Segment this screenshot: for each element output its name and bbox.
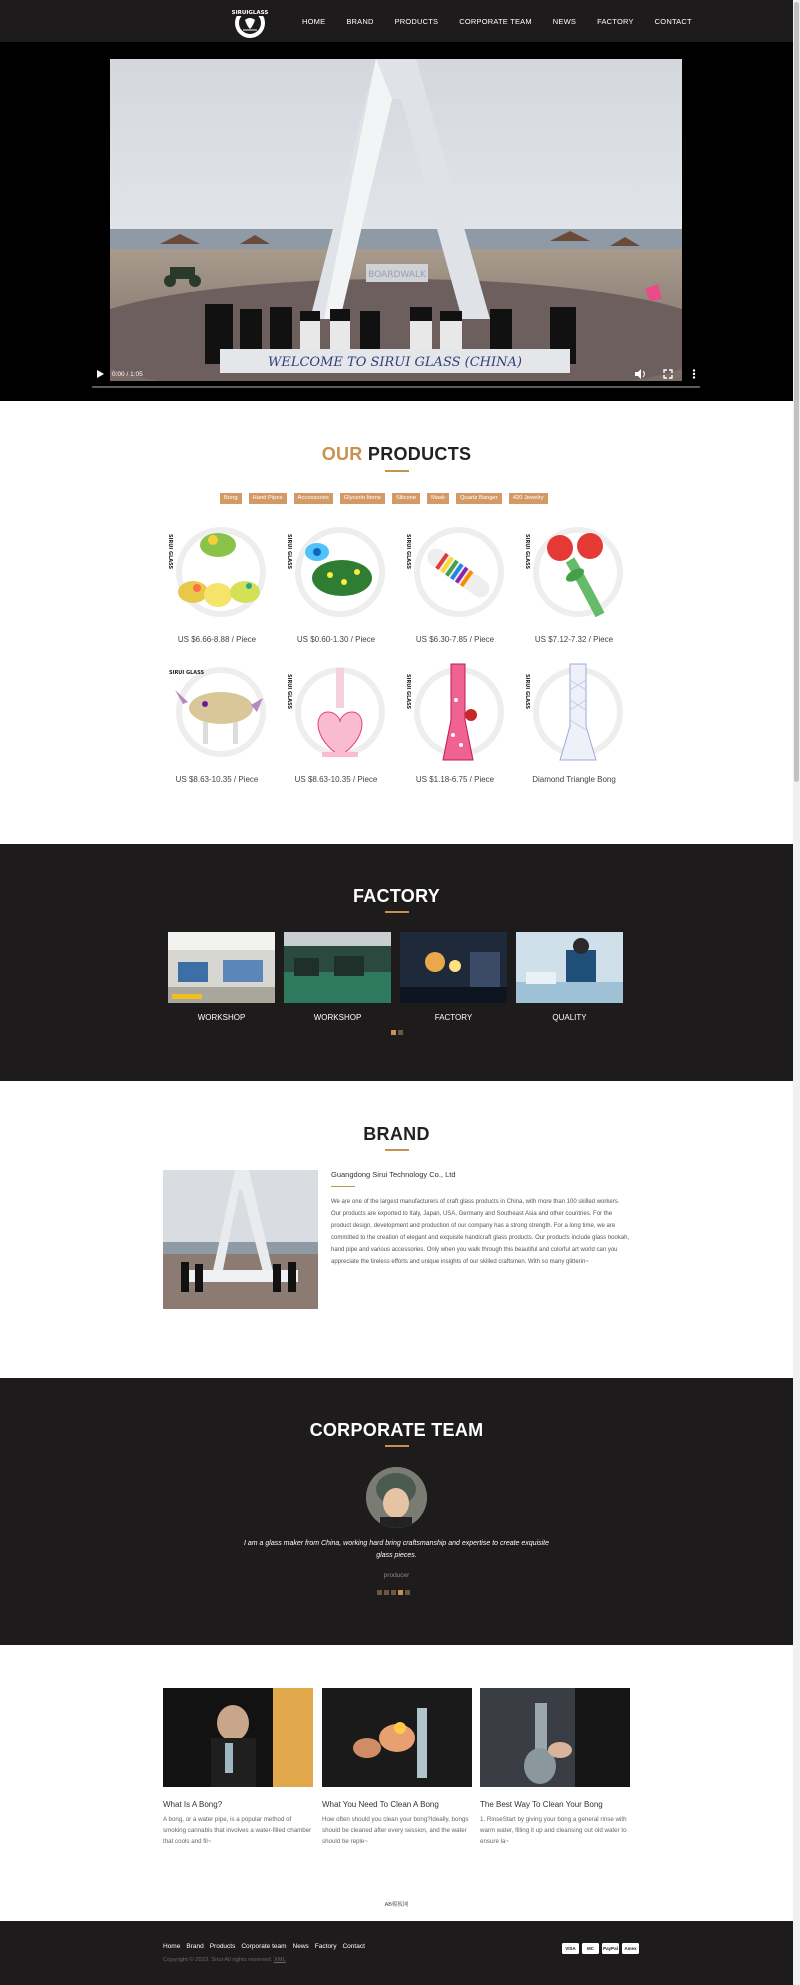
tag-quartz-banger[interactable]: Quartz Banger [456, 493, 502, 504]
tag-bong[interactable]: Bong [220, 493, 242, 504]
factory-image[interactable] [168, 932, 275, 1003]
products-title-main: PRODUCTS [367, 444, 472, 464]
logo-icon[interactable] [231, 2, 269, 40]
factory-section [0, 844, 793, 1081]
blog-card[interactable] [322, 1688, 472, 1847]
logo-text: SIRUIGLASS [231, 10, 269, 16]
nav-brand[interactable]: BRAND [346, 16, 374, 26]
copyright [163, 1957, 286, 1963]
footer-nav-corporate-team[interactable]: Corporate team [241, 1943, 287, 1950]
blog-desc: A bong, or a water pipe, is a popular method of smoking cannabis that involves a water-filled chamber that cools and fil~ [163, 1816, 312, 1845]
team-role: producer [383, 1572, 410, 1579]
video-progress-bar[interactable] [92, 386, 700, 388]
tag-420-jewelry[interactable]: 420 Jewelry [509, 493, 548, 504]
tag-accessories[interactable]: Accessories [294, 493, 333, 504]
sign-text: BOARDWALK [368, 270, 426, 280]
factory-caption[interactable]: WORKSHOP [313, 1013, 362, 1022]
nav-factory[interactable]: FACTORY [597, 16, 634, 26]
product-card[interactable] [520, 660, 628, 784]
tag-hand-pipes[interactable]: Hand Pipes [249, 493, 287, 504]
product-caption[interactable]: US $8.63-10.35 / Piece [175, 775, 259, 784]
product-image[interactable] [401, 520, 509, 624]
blog-title[interactable]: The Best Way To Clean Your Bong [480, 1800, 603, 1809]
blog-desc: 1. RinseStart by giving your bong a general rinse with warm water, filling it up and cleansing out old water to ensure la~ [480, 1816, 627, 1845]
factory-caption[interactable]: WORKSHOP [197, 1013, 246, 1022]
factory-image[interactable] [516, 932, 623, 1003]
more-options-icon[interactable] [692, 369, 696, 379]
product-image[interactable] [163, 660, 271, 764]
video-time: 0:00 / 1:05 [112, 371, 143, 378]
product-image[interactable] [520, 660, 628, 764]
product-watermark: SIRUI GLASS [286, 534, 292, 570]
pagination-dot[interactable] [391, 1590, 396, 1595]
product-card[interactable] [520, 520, 628, 644]
product-caption[interactable]: US $7.12-7.32 / Piece [534, 635, 614, 644]
tag-silicone[interactable]: Silicone [392, 493, 420, 504]
factory-card[interactable] [284, 932, 391, 1022]
product-watermark: SIRUI GLASS [169, 670, 205, 676]
footer-nav-home[interactable]: Home [163, 1943, 181, 1950]
nav-news[interactable]: NEWS [552, 16, 577, 26]
brand-title: BRAND [363, 1124, 430, 1144]
tag-glycerin-items[interactable]: Glycerin Items [340, 493, 385, 504]
payment-icons [562, 1943, 639, 1954]
xml-link[interactable]: XML [273, 1957, 286, 1963]
brand-company-underline [331, 1186, 355, 1187]
pagination-dot[interactable] [398, 1590, 403, 1595]
footer-nav-contact[interactable]: Contact [342, 1943, 365, 1950]
copyright-text: Copyright © 2023. Sirui All rights reserved. [163, 1957, 273, 1963]
nav-home[interactable]: HOME [302, 16, 326, 26]
product-caption[interactable]: Diamond Triangle Bong [532, 775, 616, 784]
product-card[interactable] [282, 520, 390, 644]
products-title-accent: OUR [321, 444, 363, 464]
product-image[interactable] [520, 520, 628, 624]
brand-text: We are one of the largest manufacturers of craft glass products in China, with more than 100 skilled workers. Our products are exported to Italy, Japan, USA, Germany and Southeast Asia and other countries. For the product design, development and production of our company has a strong strength. For a long time, we are committed to the creation of elegant and exquisite handicraft glass products. Our products include glass hookah, hand pipe and various accessories. Only when you walk through this beautiful and colorful art world can you appreciate the tireless efforts and unique insights of our skilled craftsmen. With so many glitterin~ [331, 1199, 630, 1265]
brand-underline [385, 1149, 409, 1151]
product-image[interactable] [401, 660, 509, 764]
tag-mask[interactable]: Mask [427, 493, 449, 504]
video-frame[interactable] [110, 59, 682, 381]
pagination-dot[interactable] [377, 1590, 382, 1595]
team-title: CORPORATE TEAM [309, 1420, 484, 1440]
blog-image[interactable] [480, 1688, 630, 1787]
site-footer [0, 1921, 793, 1985]
site-header [0, 0, 793, 42]
product-card[interactable] [401, 660, 509, 784]
factory-title: FACTORY [352, 886, 441, 906]
factory-caption[interactable]: QUALITY [552, 1013, 587, 1022]
pagination-dot[interactable] [384, 1590, 389, 1595]
team-quote: I am a glass maker from China, working hard bring craftsmanship and expertise to create exquisite glass pieces. [243, 1540, 550, 1559]
blog-image[interactable] [163, 1688, 313, 1787]
product-caption[interactable]: US $0.60-1.30 / Piece [296, 635, 376, 644]
product-caption[interactable]: US $6.66-8.88 / Piece [177, 635, 257, 644]
factory-image[interactable] [284, 932, 391, 1003]
factory-caption[interactable]: FACTORY [434, 1013, 473, 1022]
main-nav [302, 0, 713, 42]
blog-card[interactable] [480, 1688, 630, 1847]
blog-card[interactable] [163, 1688, 313, 1847]
play-icon[interactable] [96, 369, 105, 379]
volume-icon[interactable] [634, 369, 646, 379]
pagination-dot[interactable] [391, 1030, 396, 1035]
team-pagination [377, 1590, 410, 1595]
footer-nav-factory[interactable]: Factory [314, 1943, 337, 1950]
blog-image[interactable] [322, 1688, 472, 1787]
product-card[interactable] [163, 520, 271, 644]
product-image[interactable] [163, 520, 271, 624]
footer-nav-brand[interactable]: Brand [186, 1943, 204, 1950]
nav-products[interactable]: PRODUCTS [394, 16, 439, 26]
product-watermark: SIRUI GLASS [524, 674, 530, 710]
product-caption[interactable]: US $1.18-6.75 / Piece [415, 775, 495, 784]
pagination-dot[interactable] [398, 1030, 403, 1035]
factory-image[interactable] [400, 932, 507, 1003]
product-category-tags [220, 493, 555, 504]
product-card[interactable] [401, 520, 509, 644]
brand-image [163, 1170, 318, 1309]
amex-icon: Amex [622, 1943, 639, 1954]
products-title [0, 444, 793, 465]
blog-desc: How often should you clean your bong?Ideally, bongs should be cleaned after every session, and the water should be reple~ [322, 1816, 469, 1845]
friend-link[interactable]: AB模板网 [384, 1902, 409, 1908]
product-caption[interactable]: US $6.30-7.85 / Piece [415, 635, 495, 644]
banner-text: WELCOME TO SIRUI GLASS (CHINA) [268, 355, 522, 370]
scrollbar-thumb[interactable] [794, 2, 799, 782]
team-underline [385, 1445, 409, 1447]
product-image[interactable] [282, 520, 390, 624]
nav-corporate-team[interactable]: CORPORATE TEAM [459, 16, 532, 26]
product-watermark: SIRUI GLASS [167, 534, 173, 570]
paypal-icon: PayPal [602, 1943, 619, 1954]
product-card[interactable] [282, 660, 390, 784]
product-watermark: SIRUI GLASS [524, 534, 530, 570]
factory-underline [385, 911, 409, 913]
products-underline [385, 470, 409, 472]
pagination-dot[interactable] [405, 1590, 410, 1595]
brand-company: Guangdong Sirui Technology Co., Ltd [331, 1170, 456, 1179]
nav-contact[interactable]: CONTACT [654, 16, 692, 26]
page-scrollbar[interactable] [793, 0, 800, 1985]
hero-video[interactable] [0, 42, 793, 401]
blog-title[interactable]: What Is A Bong? [163, 1800, 223, 1809]
team-avatar [366, 1467, 427, 1528]
product-caption[interactable]: US $8.63-10.35 / Piece [294, 775, 378, 784]
mastercard-icon: MC [582, 1943, 599, 1954]
product-watermark: SIRUI GLASS [405, 674, 411, 710]
product-watermark: SIRUI GLASS [405, 534, 411, 570]
product-image[interactable] [282, 660, 390, 764]
fullscreen-icon[interactable] [663, 369, 673, 379]
footer-nav-news[interactable]: News [292, 1943, 309, 1950]
factory-card[interactable] [516, 932, 623, 1022]
visa-icon: VISA [562, 1943, 579, 1954]
factory-pagination [391, 1030, 403, 1035]
footer-nav [163, 1943, 371, 1950]
blog-title[interactable]: What You Need To Clean A Bong [322, 1800, 439, 1809]
product-watermark: SIRUI GLASS [286, 674, 292, 710]
factory-card[interactable] [400, 932, 507, 1022]
factory-card[interactable] [168, 932, 275, 1022]
footer-nav-products[interactable]: Products [209, 1943, 236, 1950]
product-card[interactable] [163, 660, 271, 784]
